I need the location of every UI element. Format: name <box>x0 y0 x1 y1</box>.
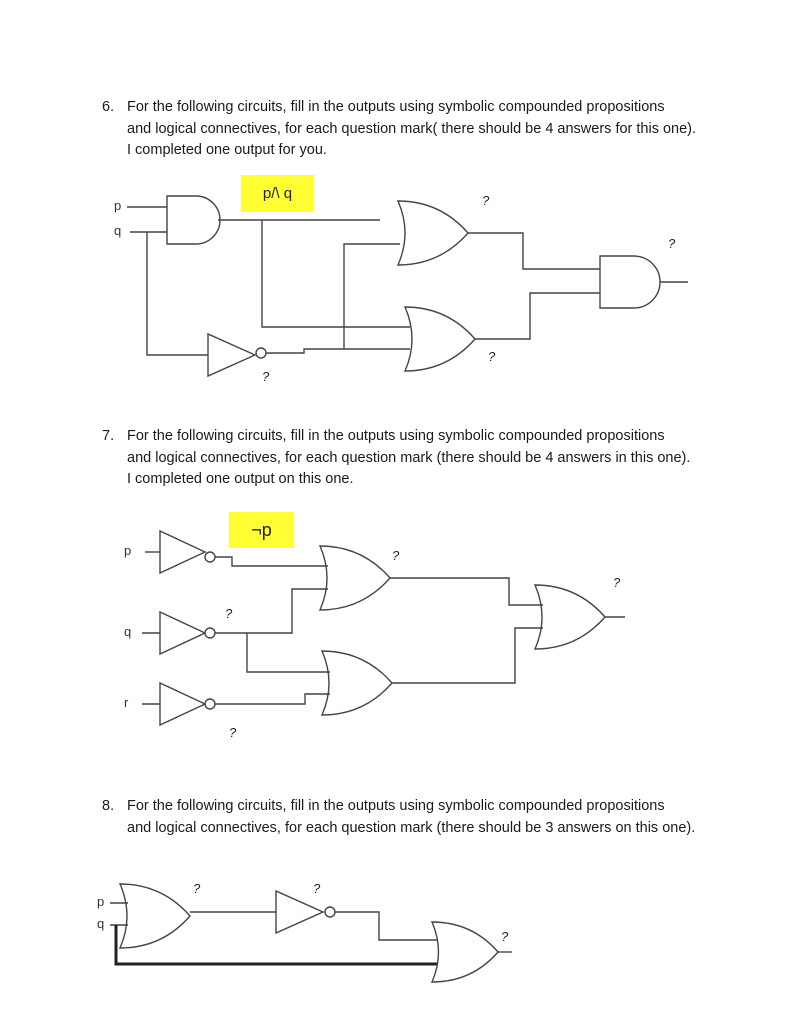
question-line: For the following circuits, fill in the outputs using symbolic compounded propositions <box>127 428 665 444</box>
input-label-p: p <box>114 198 122 213</box>
question-mark: ? <box>613 575 621 590</box>
question-mark: ? <box>488 349 496 364</box>
or-gate <box>120 884 190 948</box>
question-line: and logical connectives, for each question mark (there should be 4 answers in this one). <box>127 449 691 466</box>
question-line: and logical connectives, for each question mark (there should be 3 answers on this one). <box>127 819 696 836</box>
question-mark: ? <box>193 881 201 896</box>
question-line: For the following circuits, fill in the outputs using symbolic compounded propositions <box>127 99 665 115</box>
question-line: and logical connectives, for each question mark( there should be 4 answers for this one). <box>127 120 697 137</box>
question-mark: ? <box>313 881 321 896</box>
question-mark: ? <box>482 193 490 208</box>
completed-answer: p/\ q <box>241 175 314 212</box>
not-gate <box>276 891 323 933</box>
not-bubble <box>325 907 335 917</box>
question-line: I completed one output on this one. <box>127 471 354 487</box>
input-label-p: p <box>97 894 105 909</box>
question-number: 6. <box>102 99 115 115</box>
question-number: 7. <box>102 428 115 444</box>
question-mark: ? <box>392 548 400 563</box>
input-label-p: p <box>124 543 132 558</box>
question-line: I completed one output for you. <box>127 142 327 158</box>
question-mark: ? <box>262 369 270 384</box>
input-label-q: q <box>97 916 105 931</box>
or-gate <box>432 922 498 982</box>
wire-q-loop <box>116 925 438 964</box>
question-mark: ? <box>501 929 509 944</box>
completed-answer: ¬p <box>229 512 294 548</box>
question-mark: ? <box>229 725 237 740</box>
input-label-q: q <box>124 624 132 639</box>
input-label-q: q <box>114 223 122 238</box>
question-mark: ? <box>668 236 676 251</box>
wire-not-out <box>335 912 438 940</box>
question-line: For the following circuits, fill in the outputs using symbolic compounded propositions <box>127 798 665 814</box>
question-number: 8. <box>102 798 115 814</box>
question-mark: ? <box>225 606 233 621</box>
input-label-r: r <box>124 695 129 710</box>
